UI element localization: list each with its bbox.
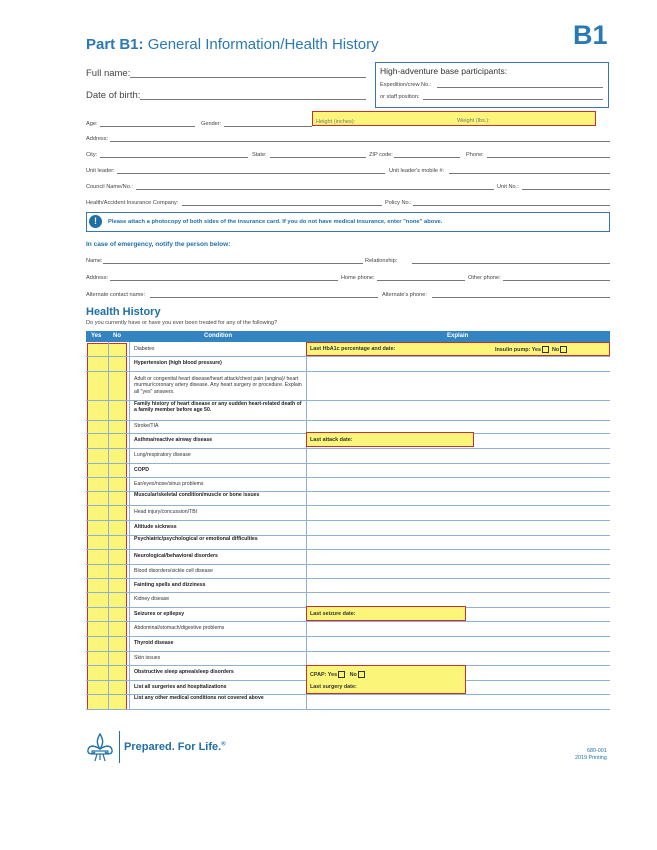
form-number [575,748,607,762]
gender-field[interactable] [224,126,312,127]
table-row-line [86,564,610,565]
state-field[interactable] [270,157,366,158]
emergency-title: In case of emergency, notify the person below: [86,241,231,248]
seizure-prompt: Last seizure date: [310,611,356,617]
condition-label: Head injury/concussion/TBI [134,509,198,516]
state-label: State: [252,152,267,158]
insulin-no-checkbox[interactable] [560,346,567,353]
address-label: Address: [86,136,109,142]
home-phone-label: Home phone: [341,275,375,281]
other-phone-label: Other phone: [468,275,501,281]
page-title [86,36,379,53]
unit-no-field[interactable] [522,189,610,190]
alert-icon: ! [89,215,102,228]
policy-label: Policy No.: [385,200,412,206]
emergency-address-label: Address: [86,275,109,281]
table-row-line [86,636,610,637]
unit-leader-field[interactable] [117,173,385,174]
condition-label: Blood disorders/sickle cell disease [134,567,214,574]
condition-explain-divider [306,342,307,709]
no-condition-divider [129,342,130,709]
staff-label: or staff position: [380,94,420,100]
city-label: City: [86,152,98,158]
table-row-line [86,651,610,652]
table-header [86,331,610,342]
emergency-name-label: Name: [86,258,103,264]
cpap-yes-label: CPAP: Yes [310,671,338,678]
insulin-pump-no-label: No [552,346,560,353]
condition-label: Thyroid disease [134,640,174,647]
council-field[interactable] [136,189,494,190]
insurance-label: Health/Accident Insurance Company: [86,200,179,206]
surgery-prompt: Last surgery date: [310,684,357,690]
table-row-line [86,448,610,449]
cpap-prompt [310,671,365,678]
zip-label: ZIP code: [369,152,393,158]
condition-label: Neurological/behavioral disorders [134,553,218,560]
condition-label: List any other medical conditions not covered above [134,695,264,702]
dob-label: Date of birth: [86,90,141,101]
condition-label: List all surgeries and hospitalizations [134,683,227,690]
condition-label: COPD [134,466,149,473]
tagline-text: Prepared. For Life. [124,741,222,753]
unit-leader-mobile-label: Unit leader's mobile #: [389,168,445,174]
condition-label: Hypertension (high blood pressure) [134,360,222,367]
table-row-line [86,420,610,421]
unit-leader-mobile-field[interactable] [449,173,610,174]
age-field[interactable] [100,126,195,127]
table-row-line [86,505,610,506]
cpap-yes-checkbox[interactable] [338,671,345,678]
alt-phone-label: Alternate's phone: [382,292,427,298]
condition-label: Fainting spells and dizziness [134,581,206,588]
health-history-subtitle: Do you currently have or have you ever been treated for any of the following? [86,320,278,326]
condition-label: Muscular/skeletal condition/muscle or bone issues [134,491,260,498]
high-adventure-title: High-adventure base participants: [380,66,508,76]
table-row-line [86,592,610,593]
council-label: Council Name/No.: [86,184,133,190]
gender-label: Gender: [201,121,222,127]
attack-prompt: Last attack date: [310,437,353,443]
age-label: Age: [86,121,98,127]
other-phone-field[interactable] [503,280,610,281]
home-phone-field[interactable] [377,280,465,281]
crew-field[interactable] [437,87,603,88]
fleur-de-lis-icon [86,733,114,763]
condition-label: Skin issues [134,654,161,661]
trademark-mark: ® [221,741,226,748]
table-row-line [86,371,610,372]
height-label: Height (inches): [316,119,356,125]
condition-label: Psychiatric/psychological or emotional difficulties [134,535,258,542]
table-row-line [86,356,610,357]
condition-label: Ear/eyes/nose/sinus problems [134,480,204,487]
hba1c-prompt: Last HbA1c percentage and date: [310,346,396,352]
condition-label: Lung/respiratory disease [134,452,191,459]
form-code: B1 [573,20,608,50]
relationship-label: Relationship: [365,258,398,264]
emergency-address-field[interactable] [110,280,338,281]
alt-contact-field[interactable] [150,297,378,298]
col-no: No [113,333,121,339]
table-row-line [86,520,610,521]
phone-field[interactable] [487,157,610,158]
condition-label: Asthma/reactive airway disease [134,437,213,444]
table-row-line [86,477,610,478]
table-row-line [86,578,610,579]
city-field[interactable] [100,157,248,158]
crew-label: Expedition/crew No.: [380,82,432,88]
phone-label: Phone: [466,152,484,158]
col-yes: Yes [91,333,102,339]
unit-no-label: Unit No.: [497,184,519,190]
full-name-label: Full name: [86,68,131,79]
col-condition: Condition [204,333,232,339]
alt-phone-field[interactable] [432,297,610,298]
table-row-line [86,549,610,550]
notice-text: Please attach a photocopy of both sides of the insurance card. If you do not have medical insurance, enter "none" above. [108,219,443,225]
emergency-name-field[interactable] [103,263,363,264]
table-row-line [86,621,610,622]
condition-label: Adult or congenital heart disease/heart attack/chest pain (angina)/ heart murmur/coronary artery disease. Any heart surgery or procedure. Explain all "yes" answers. [134,376,302,395]
health-history-title: Health History [86,306,161,318]
part-label: Part B1: [86,36,144,53]
policy-field[interactable] [413,205,610,206]
condition-label: Seizures or epilepsy [134,610,185,617]
unit-leader-label: Unit leader: [86,168,115,174]
insulin-pump-prompt [495,346,567,353]
condition-label: Stroke/TIA [134,423,159,430]
table-row-line [86,463,610,464]
address-field[interactable] [110,141,610,142]
full-name-field[interactable] [130,77,366,78]
tagline [124,741,226,753]
zip-field[interactable] [394,157,460,158]
condition-label: Altitude sickness [134,524,177,531]
relationship-field[interactable] [412,263,610,264]
col-explain: Explain [447,333,469,339]
form-number-code: 680-001 [586,748,607,754]
footer-divider [119,731,120,763]
alt-contact-label: Alternate contact name: [86,292,146,298]
insulin-yes-checkbox[interactable] [542,346,549,353]
condition-label: Obstructive sleep apnea/sleep disorders [134,669,234,676]
condition-label: Kidney disease [134,596,170,603]
condition-label: Abdominal/stomach/digestive problems [134,625,225,632]
weight-label: Weight (lbs.): [457,118,490,124]
yes-no-divider [108,342,109,709]
staff-field[interactable] [423,99,603,100]
insulin-pump-yes-label: Insulin pump: Yes [495,346,542,353]
yes-no-highlight[interactable] [87,343,127,710]
table-row-line [86,709,610,710]
insurance-field[interactable] [182,205,382,206]
cpap-no-label: No [349,671,357,678]
condition-label: Diabetes [134,345,155,352]
dob-field[interactable] [140,99,366,100]
cpap-no-checkbox[interactable] [358,671,365,678]
condition-label: Family history of heart disease or any sudden heart-related death of a family member before age 50. [134,400,302,413]
title-text: General Information/Health History [147,36,379,53]
printing-year: 2019 Printing [575,755,607,761]
